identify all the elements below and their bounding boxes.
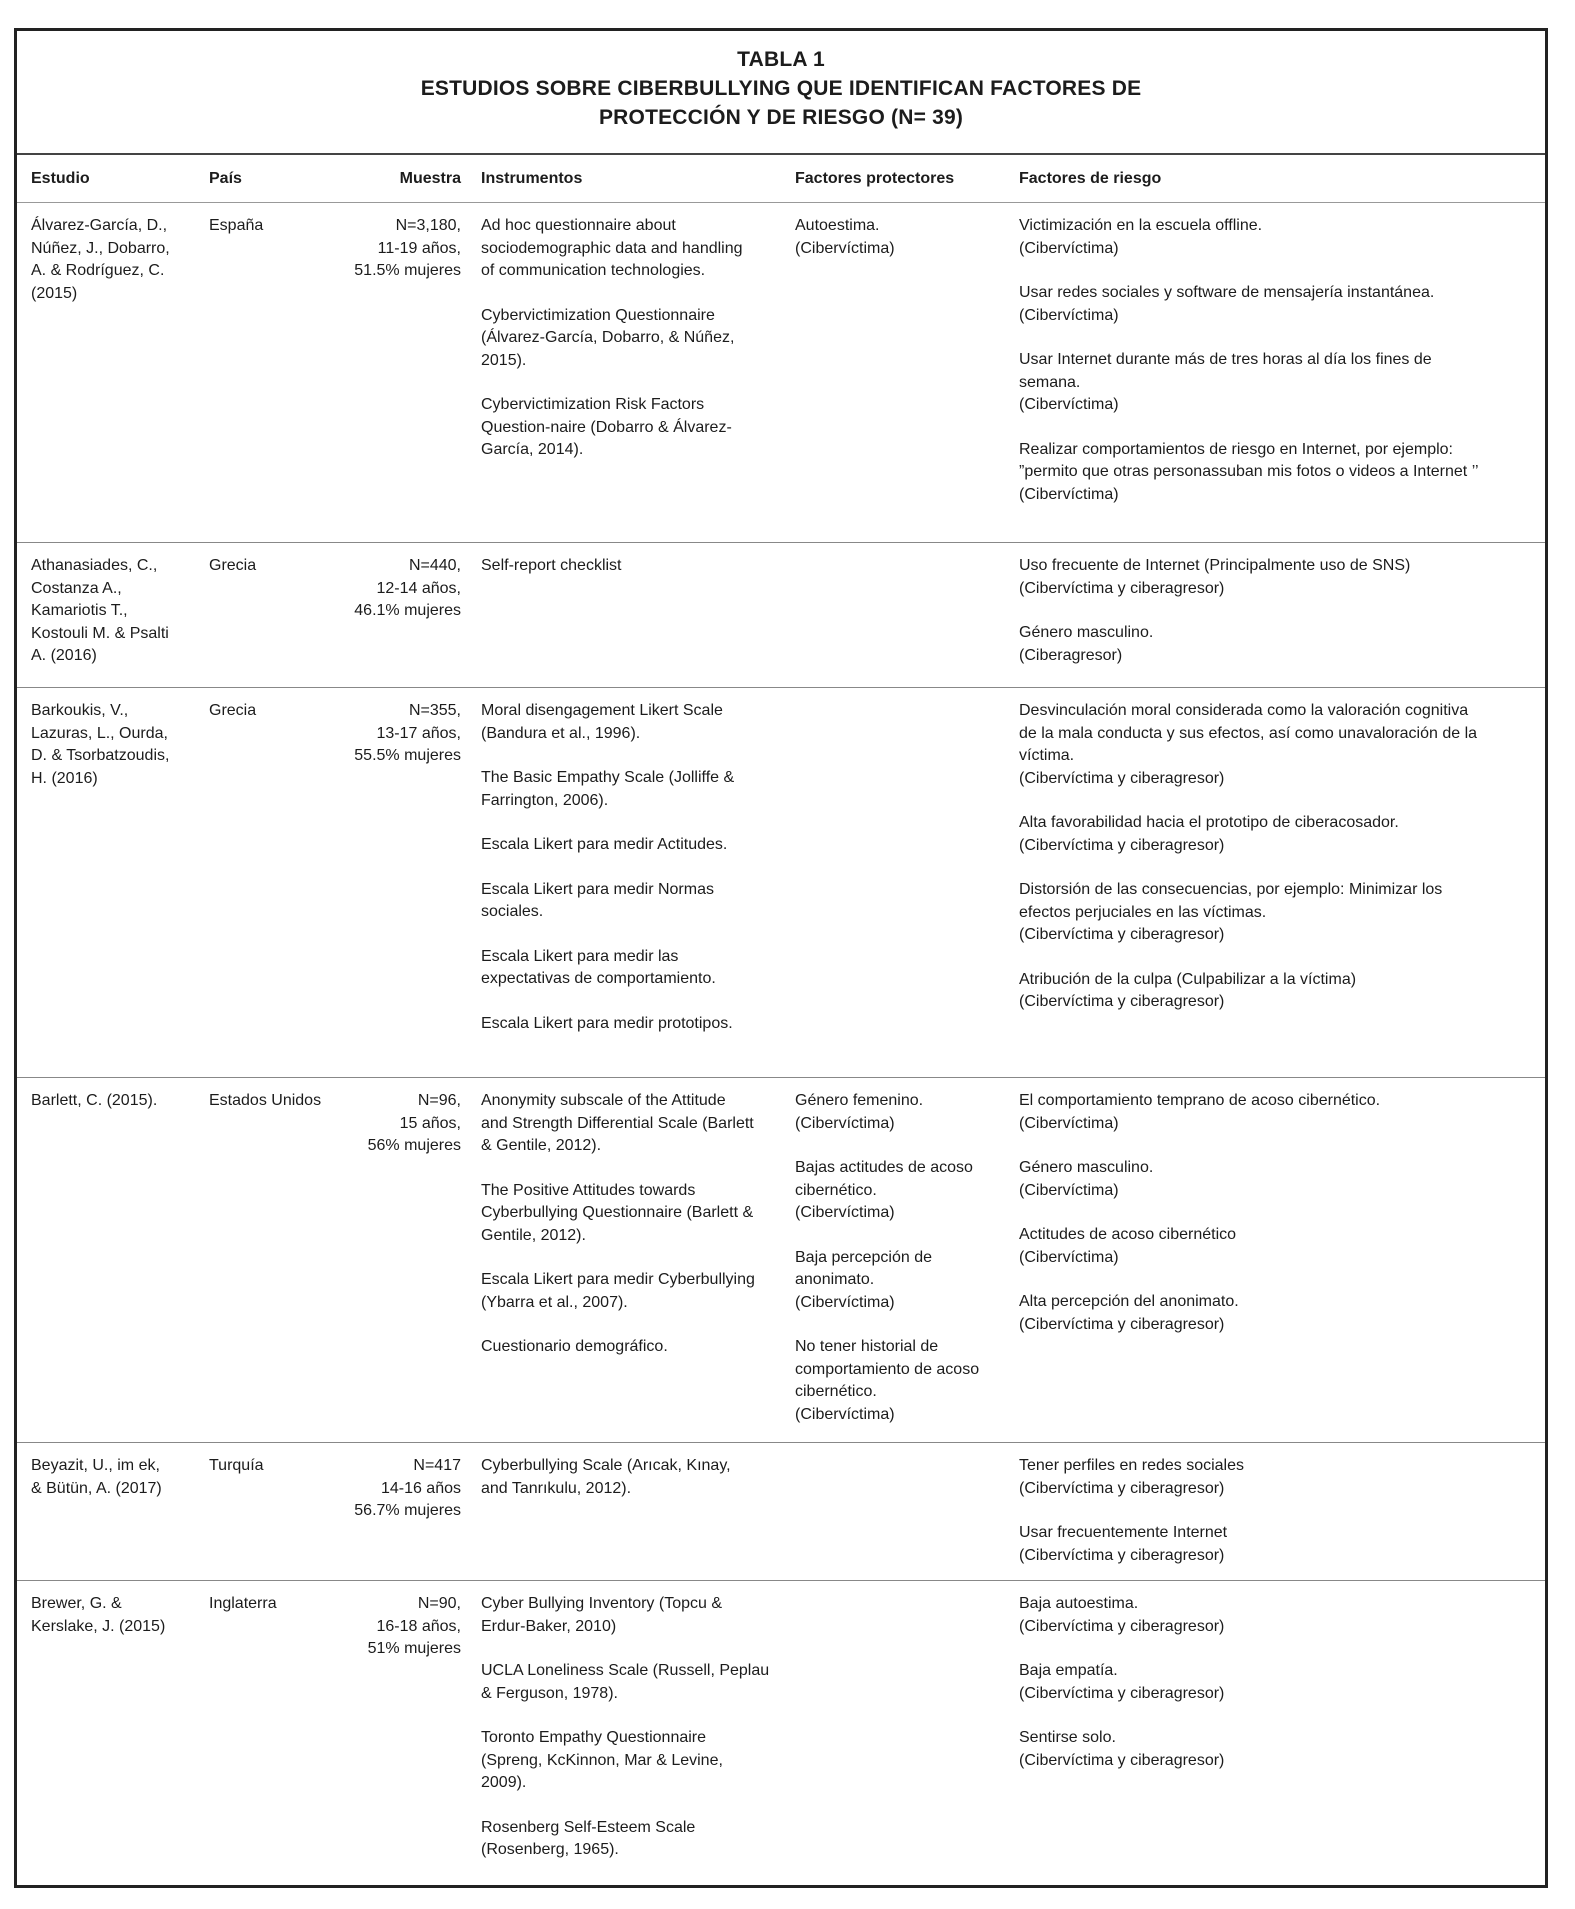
table-row <box>17 688 1545 1078</box>
table-row <box>17 543 1545 688</box>
cell-instrumentos-item: Ad hoc questionnaire about sociodemographic data and handling of communication technologies. <box>481 217 743 279</box>
cell-riesgo <box>1019 1455 1529 1567</box>
cell-instrumentos-item: Self-report checklist <box>481 557 622 574</box>
cell-instrumentos <box>481 215 786 462</box>
cell-instrumentos-item: Cyberbullying Scale (Arıcak, Kınay, and Tanrıkulu, 2012). <box>481 1457 731 1497</box>
cell-riesgo-item: Realizar comportamientos de riesgo en Internet, por ejemplo: ”permito que otras personassuban mis fotos o videos a Internet ’’ (Cibervíctima) <box>1019 440 1479 503</box>
cell-instrumentos <box>481 700 786 1035</box>
cell-estudio: Athanasiades, C., Costanza A., Kamariotis T., Kostouli M. & Psalti A. (2016) <box>31 557 169 664</box>
cell-instrumentos <box>481 1090 786 1359</box>
cell-riesgo-item: Alta favorabilidad hacia el prototipo de ciberacosador. (Cibervíctima y ciberagresor) <box>1019 814 1399 854</box>
cell-riesgo-item: Victimización en la escuela offline. (Cibervíctima) <box>1019 217 1263 257</box>
cell-estudio: Barlett, C. (2015). <box>31 1092 158 1109</box>
table-row <box>17 1078 1545 1443</box>
table-body <box>17 203 1545 1881</box>
cell-instrumentos-item: Anonymity subscale of the Attitude and Strength Differential Scale (Barlett & Gentile, 2012). <box>481 1092 754 1154</box>
cell-instrumentos-item: UCLA Loneliness Scale (Russell, Peplau & Ferguson, 1978). <box>481 1662 770 1702</box>
cell-pais: Turquía <box>209 1457 264 1474</box>
cell-muestra: N=417 14-16 años 56.7% mujeres <box>354 1457 461 1519</box>
cell-instrumentos <box>481 1455 786 1500</box>
cell-protectores-item: Bajas actitudes de acoso cibernético. (Cibervíctima) <box>795 1159 973 1221</box>
cell-riesgo-item: Baja empatía. (Cibervíctima y ciberagresor) <box>1019 1662 1225 1702</box>
cell-muestra: N=90, 16-18 años, 51% mujeres <box>367 1595 461 1657</box>
cell-instrumentos-item: Escala Likert para medir Cyberbullying (Ybarra et al., 2007). <box>481 1271 755 1311</box>
cell-instrumentos-item: Cybervictimization Risk Factors Question-naire (Dobarro & Álvarez- García, 2014). <box>481 396 732 458</box>
cell-riesgo-item: Distorsión de las consecuencias, por ejemplo: Minimizar los efectos perjuciales en las víctimas. (Cibervíctima y ciberagresor) <box>1019 881 1443 943</box>
cell-riesgo <box>1019 1090 1529 1336</box>
cell-riesgo-item: Atribución de la culpa (Culpabilizar a la víctima) (Cibervíctima y ciberagresor) <box>1019 970 1357 1010</box>
title-line-3: PROTECCIÓN Y DE RIESGO (N= 39) <box>598 106 964 129</box>
header-riesgo: Factores de riesgo <box>1019 170 1162 187</box>
cell-protectores-item: Género femenino. (Cibervíctima) <box>795 1092 924 1132</box>
cell-riesgo <box>1019 1593 1529 1772</box>
cell-instrumentos <box>481 1593 786 1862</box>
cell-riesgo-item: Sentirse solo. (Cibervíctima y ciberagresor) <box>1019 1729 1225 1769</box>
cell-instrumentos-item: The Basic Empathy Scale (Jolliffe & Farrington, 2006). <box>481 769 735 809</box>
title-line-1: TABLA 1 <box>737 48 825 71</box>
table-frame <box>14 28 1548 1888</box>
cell-estudio: Barkoukis, V., Lazuras, L., Ourda, D. & Tsorbatzoudis, H. (2016) <box>31 702 170 787</box>
cell-riesgo <box>1019 215 1529 506</box>
table-row <box>17 1581 1545 1881</box>
cell-protectores <box>795 1090 1007 1426</box>
cell-riesgo <box>1019 700 1529 1014</box>
cell-pais: Inglaterra <box>209 1595 277 1612</box>
table-row <box>17 1443 1545 1581</box>
cell-pais: Grecia <box>209 702 257 719</box>
cell-instrumentos-item: Escala Likert para medir Actitudes. <box>481 836 728 853</box>
cell-riesgo <box>1019 555 1529 667</box>
cell-riesgo-item: Usar Internet durante más de tres horas al día los fines de semana. (Cibervíctima) <box>1019 351 1432 413</box>
cell-riesgo-item: El comportamiento temprano de acoso cibernético. (Cibervíctima) <box>1019 1092 1381 1132</box>
header-instrumentos: Instrumentos <box>481 170 583 187</box>
cell-riesgo-item: Usar redes sociales y software de mensajería instantánea. (Cibervíctima) <box>1019 284 1435 324</box>
cell-protectores-item: Autoestima. (Cibervíctima) <box>795 217 895 257</box>
cell-estudio: Beyazit, U., im ek, & Bütün, A. (2017) <box>31 1457 162 1497</box>
cell-instrumentos-item: Cuestionario demográfico. <box>481 1338 668 1355</box>
cell-protectores-item: Baja percepción de anonimato. (Cibervíctima) <box>795 1248 932 1311</box>
cell-instrumentos-item: Escala Likert para medir Normas sociales. <box>481 880 714 920</box>
cell-instrumentos-item: Toronto Empathy Questionnaire (Spreng, KcKinnon, Mar & Levine, 2009). <box>481 1729 723 1791</box>
cell-instrumentos <box>481 555 786 578</box>
cell-instrumentos-item: Escala Likert para medir prototipos. <box>481 1014 733 1032</box>
cell-riesgo-item: Usar frecuentemente Internet (Cibervíctima y ciberagresor) <box>1019 1524 1228 1564</box>
header-estudio: Estudio <box>31 170 90 187</box>
cell-muestra: N=440, 12-14 años, 46.1% mujeres <box>354 557 461 619</box>
cell-riesgo-item: Uso frecuente de Internet (Principalmente uso de SNS) (Cibervíctima y ciberagresor) <box>1019 557 1411 597</box>
cell-riesgo-item: Baja autoestima. (Cibervíctima y ciberagresor) <box>1019 1595 1225 1635</box>
cell-riesgo-item: Género masculino. (Ciberagresor) <box>1019 624 1154 664</box>
cell-muestra: N=3,180, 11-19 años, 51.5% mujeres <box>354 217 461 279</box>
cell-muestra: N=96, 15 años, 56% mujeres <box>367 1092 461 1154</box>
cell-protectores <box>795 215 1007 260</box>
table-title <box>17 31 1545 155</box>
cell-instrumentos-item: Cybervictimization Questionnaire (Álvarez-García, Dobarro, & Núñez, 2015). <box>481 306 735 369</box>
cell-pais: España <box>209 217 264 234</box>
cell-riesgo-item: Género masculino. (Cibervíctima) <box>1019 1159 1154 1199</box>
header-muestra: Muestra <box>399 170 461 187</box>
table-header <box>17 155 1545 203</box>
cell-estudio: Álvarez-García, D., Núñez, J., Dobarro, A. & Rodríguez, C. (2015) <box>31 217 170 302</box>
cell-protectores-item: No tener historial de comportamiento de acoso cibernético. (Cibervíctima) <box>795 1338 980 1423</box>
cell-riesgo-item: Alta percepción del anonimato. (Cibervíctima y ciberagresor) <box>1019 1293 1239 1333</box>
cell-instrumentos-item: Rosenberg Self-Esteem Scale (Rosenberg, 1965). <box>481 1818 696 1858</box>
table-row <box>17 203 1545 543</box>
cell-riesgo-item: Actitudes de acoso cibernético (Cibervíctima) <box>1019 1226 1237 1266</box>
cell-riesgo-item: Desvinculación moral considerada como la valoración cognitiva de la mala conducta y sus efectos, así como unavaloración de la víctima. (Cibervíctima y ciberagresor) <box>1019 702 1478 787</box>
cell-pais: Estados Unidos <box>209 1092 322 1109</box>
cell-muestra: N=355, 13-17 años, 55.5% mujeres <box>354 702 461 764</box>
header-pais: País <box>209 170 242 187</box>
header-protectores: Factores protectores <box>795 170 955 187</box>
cell-instrumentos-item: Escala Likert para medir las expectativas de comportamiento. <box>481 947 716 987</box>
cell-riesgo-item: Tener perfiles en redes sociales (Cibervíctima y ciberagresor) <box>1019 1457 1245 1497</box>
cell-instrumentos-item: Moral disengagement Likert Scale (Bandura et al., 1996). <box>481 702 723 742</box>
cell-instrumentos-item: The Positive Attitudes towards Cyberbullying Questionnaire (Barlett & Gentile, 2012). <box>481 1181 754 1244</box>
cell-instrumentos-item: Cyber Bullying Inventory (Topcu & Erdur-Baker, 2010) <box>481 1595 722 1635</box>
cell-estudio: Brewer, G. & Kerslake, J. (2015) <box>31 1595 166 1635</box>
title-line-2: ESTUDIOS SOBRE CIBERBULLYING QUE IDENTIFICAN FACTORES DE <box>420 77 1142 100</box>
cell-pais: Grecia <box>209 557 257 574</box>
